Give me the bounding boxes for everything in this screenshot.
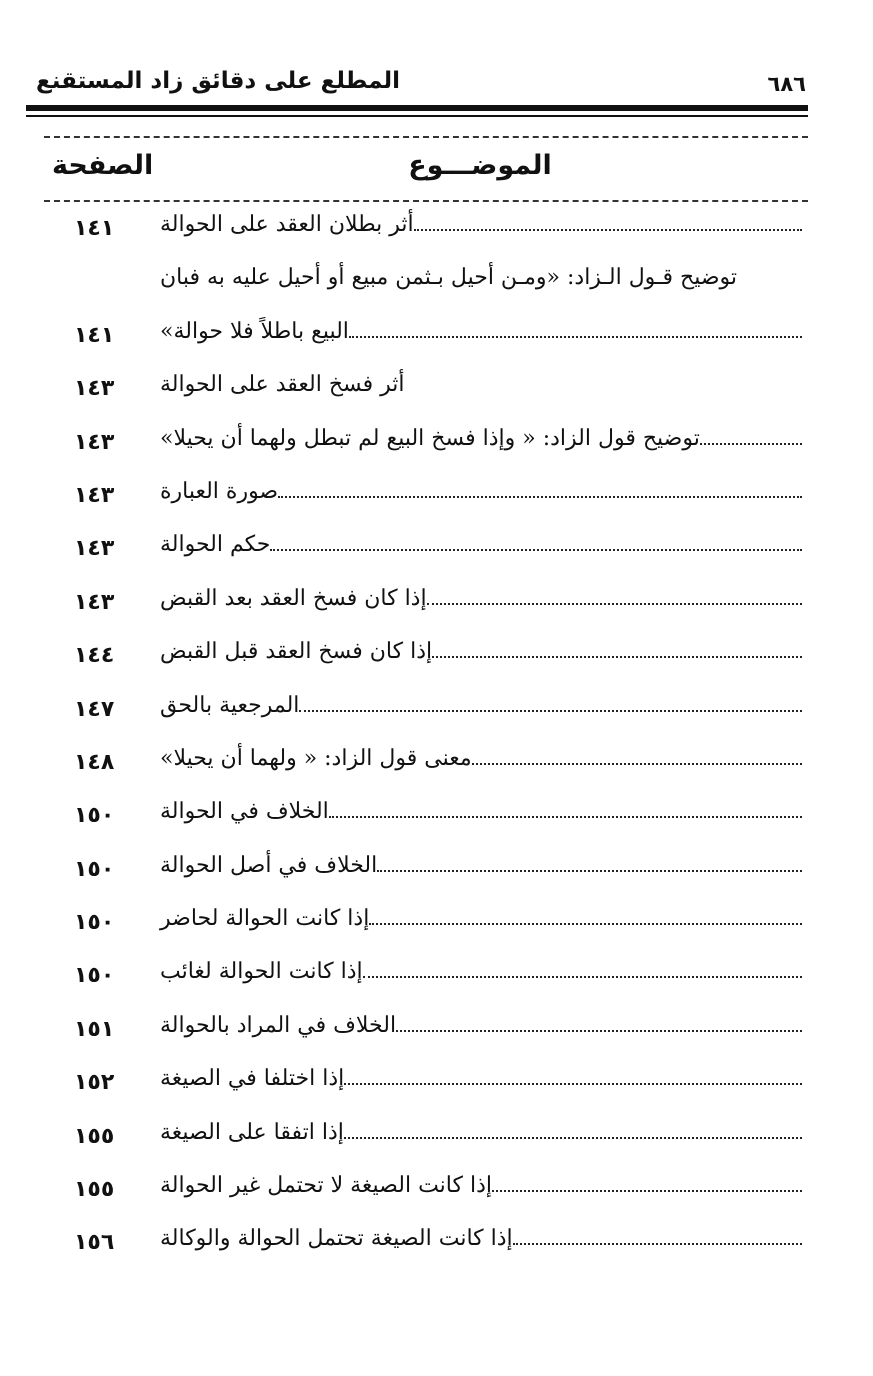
toc-entry-page: ١٥٠ [74,963,115,989]
toc-entry [40,204,810,257]
toc-entry-title: توضيح قـول الـزاد: «ومـن أحيل بـثمن مبيع أو أحيل عليه به فبان [160,265,738,291]
page-number: ٦٨٦ [767,72,806,96]
header-rule-thin [26,115,808,117]
dot-leader [377,870,802,872]
toc-entry-title: أثر فسخ العقد على الحوالة [160,372,405,398]
dot-leader [414,229,802,231]
dot-leader [700,443,802,445]
toc-entry [40,1058,810,1111]
toc-entry-title: الخلاف في أصل الحوالة [160,852,378,878]
toc-entry [40,364,810,417]
toc-entry-title: المرجعية بالحق [160,692,300,718]
dot-leader [472,763,802,765]
toc-entry [40,471,810,524]
dot-leader [270,549,802,551]
toc-entry-title: البيع باطلاً فلا حوالة» [160,318,349,344]
toc-entry [40,631,810,684]
toc-entry [40,845,810,898]
toc-entry [40,524,810,577]
toc-entry-page: ١٤١ [74,322,115,348]
toc-entry-title: إذا كانت الصيغة لا تحتمل غير الحوالة [160,1173,492,1199]
toc-entry-page: ١٥١ [74,1016,115,1042]
toc-entry [40,951,810,1004]
toc-entry-page: ١٤٤ [74,643,115,669]
toc-entry-page: ١٥٢ [74,1070,115,1096]
dot-leader [299,710,802,712]
toc-entry-page: ١٤٨ [74,749,115,775]
toc-entry [40,257,810,310]
dot-leader [363,976,802,978]
dot-leader [278,496,802,498]
dot-leader [329,816,802,818]
toc-entry-title: حكم الحوالة [160,532,271,558]
toc-entry [40,791,810,844]
table-of-contents [40,204,810,1272]
running-header [36,64,806,104]
dot-leader [492,1190,802,1192]
toc-entry-title: إذا اختلفا في الصيغة [160,1066,345,1092]
toc-entry [40,898,810,951]
toc-entry-page: ١٤٧ [74,696,115,722]
dot-leader [369,923,802,925]
toc-entry-page: ١٥٥ [74,1177,115,1203]
dashed-divider-headings [44,200,808,202]
toc-entry-page: ١٤٣ [74,429,115,455]
dot-leader [349,336,802,338]
toc-entry-title: إذا كان فسخ العقد بعد القبض [160,585,427,611]
toc-entry-page: ١٥٠ [74,803,115,829]
topic-column-heading: الموضـــوع [408,150,552,181]
toc-entry-page: ١٤١ [74,216,115,241]
dot-leader [344,1083,802,1085]
toc-entry [40,1218,810,1271]
toc-entry [40,685,810,738]
toc-entry [40,1112,810,1165]
dot-leader [432,656,802,658]
toc-entry-page: ١٥٥ [74,1123,115,1149]
dot-leader [344,1137,802,1139]
toc-entry [40,418,810,471]
toc-entry-title: أثر بطلان العقد على الحوالة [160,212,414,237]
toc-entry-page: ١٤٣ [74,376,115,402]
toc-entry-title: إذا كانت الصيغة تحتمل الحوالة والوكالة [160,1226,513,1252]
toc-entry-title: توضيح قول الزاد: « وإذا فسخ البيع لم تبطل ولهما أن يحيلا» [160,425,700,451]
toc-entry-title: الخلاف في الحوالة [160,799,329,825]
toc-entry-page: ١٤٣ [74,482,115,508]
toc-entry-title: إذا كانت الحوالة لغائب [160,959,363,985]
toc-entry-page: ١٤٣ [74,536,115,562]
toc-entry [40,311,810,364]
toc-entry [40,578,810,631]
toc-entry-title: صورة العبارة [160,478,279,504]
toc-entry-title: إذا كان فسخ العقد قبل القبض [160,639,433,665]
book-title: المطلع على دقائق زاد المستقنع [36,68,401,94]
header-rule [26,105,808,111]
toc-entry-title: الخلاف في المراد بالحوالة [160,1012,397,1038]
dot-leader [396,1030,802,1032]
toc-entry [40,1165,810,1218]
toc-entry [40,738,810,791]
toc-entry [40,1005,810,1058]
dot-leader [427,603,802,605]
toc-entry-title: معنى قول الزاد: « ولهما أن يحيلا» [160,745,472,771]
toc-entry-title: إذا كانت الحوالة لحاضر [160,906,370,932]
toc-entry-page: ١٤٣ [74,589,115,615]
toc-entry-page: ١٥٠ [74,910,115,936]
toc-entry-title: إذا اتفقا على الصيغة [160,1119,344,1145]
dot-leader [513,1243,802,1245]
toc-entry-page: ١٥٠ [74,856,115,882]
dashed-divider-top [44,136,808,138]
page-column-heading: الصفحة [52,150,154,181]
toc-entry-page: ١٥٦ [74,1230,115,1256]
